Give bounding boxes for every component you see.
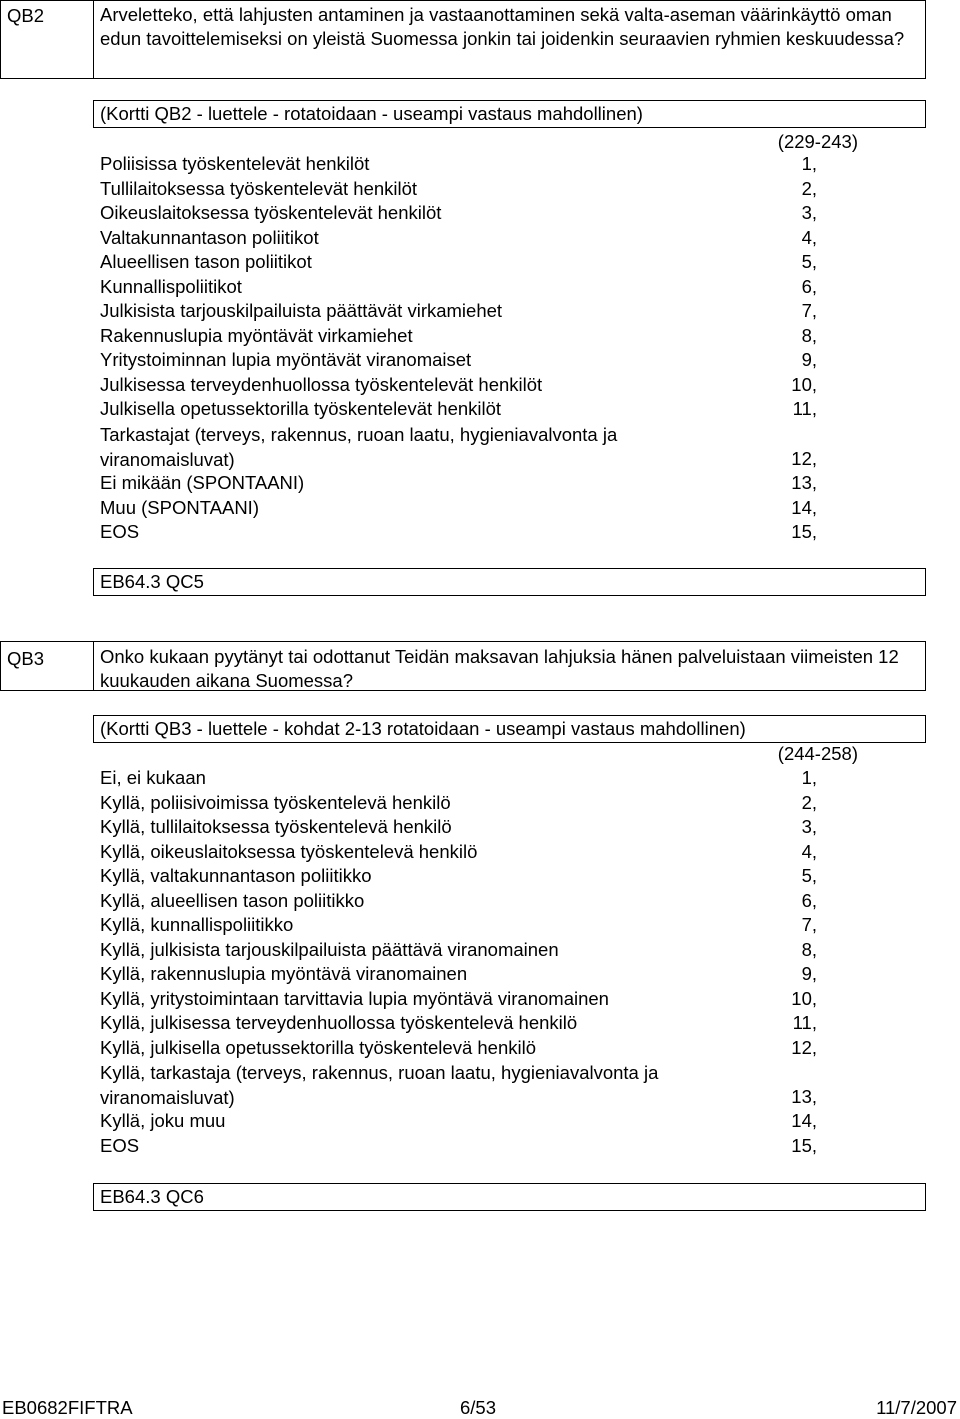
option-code: 2, — [801, 792, 817, 813]
qb2-instruction: (Kortti QB2 - luettele - rotatoidaan - useampi vastaus mahdollinen) — [100, 103, 643, 124]
qb2-code-range: (229-243) — [777, 131, 858, 152]
option-label: Kyllä, joku muu — [100, 1110, 226, 1131]
qb2-question-text: Arveletteko, että lahjusten antaminen ja vastaanottaminen sekä valta-aseman väärinkäyttö oman edun tavoittelemiseksi on yleistä Suomessa jonkin tai joidenkin seuraavien ryhmien keskuudessa? — [100, 4, 905, 49]
option-label: Kyllä, julkisista tarjouskilpailuista päättävä viranomainen — [100, 939, 559, 960]
qb2-reference-box — [93, 568, 926, 596]
option-label: Kyllä, julkisessa terveydenhuollossa työskentelevä henkilö — [100, 1012, 578, 1033]
option-code: 13, — [791, 472, 817, 493]
option-label: Alueellisen tason poliitikot — [100, 251, 312, 272]
qb3-instruction-box — [93, 715, 926, 743]
option-code: 8, — [801, 939, 817, 960]
footer-page-number: 6/53 — [460, 1397, 497, 1418]
option-code: 2, — [801, 178, 817, 199]
option-code: 9, — [801, 963, 817, 984]
option-label: Ei mikään (SPONTAANI) — [100, 472, 305, 493]
qb3-code-range: (244-258) — [777, 743, 858, 764]
option-code: 3, — [801, 202, 817, 223]
option-label: Tullilaitoksessa työskentelevät henkilöt — [100, 178, 418, 199]
option-label: Kyllä, oikeuslaitoksessa työskentelevä henkilö — [100, 841, 478, 862]
option-label: Kyllä, alueellisen tason poliitikko — [100, 890, 365, 911]
option-label: Yritystoiminnan lupia myöntävät viranomaiset — [100, 349, 472, 370]
option-label: Rakennuslupia myöntävät virkamiehet — [100, 325, 413, 346]
option-code: 14, — [791, 497, 817, 518]
option-code: 6, — [801, 276, 817, 297]
option-code: 14, — [791, 1110, 817, 1131]
option-label: Kyllä, valtakunnantason poliitikko — [100, 865, 372, 886]
option-label: Julkisessa terveydenhuollossa työskentelevät henkilöt — [100, 374, 543, 395]
option-label: Kyllä, kunnallispoliitikko — [100, 914, 294, 935]
option-code: 10, — [791, 988, 817, 1009]
option-code: 10, — [791, 374, 817, 395]
option-label: Valtakunnantason poliitikot — [100, 227, 319, 248]
option-label: Ei, ei kukaan — [100, 767, 206, 788]
option-code: 15, — [791, 1135, 817, 1156]
option-label: Oikeuslaitoksessa työskentelevät henkilöt — [100, 202, 442, 223]
option-code: 5, — [801, 251, 817, 272]
footer-date: 11/7/2007 — [876, 1397, 957, 1418]
option-code: 3, — [801, 816, 817, 837]
option-code: 9, — [801, 349, 817, 370]
option-label: Tarkastajat (terveys, rakennus, ruoan laatu, hygieniavalvonta ja viranomaisluvat) — [100, 424, 618, 470]
option-label: EOS — [100, 1135, 140, 1156]
option-label: Kunnallispoliitikot — [100, 276, 242, 297]
qb3-question-text: Onko kukaan pyytänyt tai odottanut Teidän maksavan lahjuksia hänen palveluistaan viimeisten 12 kuukauden aikana Suomessa? — [100, 646, 899, 691]
option-code: 7, — [801, 914, 817, 935]
option-label: Kyllä, tullilaitoksessa työskentelevä henkilö — [100, 816, 452, 837]
option-label: Julkisista tarjouskilpailuista päättävät virkamiehet — [100, 300, 503, 321]
qb2-id-box — [0, 0, 94, 79]
option-label: Kyllä, poliisivoimissa työskentelevä henkilö — [100, 792, 451, 813]
qb2-id: QB2 — [7, 5, 45, 26]
option-code: 5, — [801, 865, 817, 886]
option-code: 12, — [791, 1037, 817, 1058]
qb3-reference: EB64.3 QC6 — [100, 1186, 204, 1207]
qb2-reference: EB64.3 QC5 — [100, 571, 204, 592]
option-code: 1, — [801, 767, 817, 788]
option-code: 7, — [801, 300, 817, 321]
qb2-question-box — [93, 0, 926, 79]
option-code: 11, — [792, 1012, 817, 1033]
qb3-question-box — [93, 641, 926, 691]
option-label: EOS — [100, 521, 140, 542]
option-label: Poliisissa työskentelevät henkilöt — [100, 153, 370, 174]
option-code: 1, — [801, 153, 817, 174]
qb3-id-box — [0, 641, 94, 691]
qb3-instruction: (Kortti QB3 - luettele - kohdat 2-13 rotatoidaan - useampi vastaus mahdollinen) — [100, 718, 746, 739]
option-code: 4, — [801, 227, 817, 248]
option-label: Julkisella opetussektorilla työskentelevät henkilöt — [100, 398, 502, 419]
footer-doc-id: EB0682FIFTRA — [2, 1397, 133, 1418]
option-label: Kyllä, rakennuslupia myöntävä viranomainen — [100, 963, 468, 984]
option-label: Kyllä, julkisella opetussektorilla työskentelevä henkilö — [100, 1037, 537, 1058]
option-code: 8, — [801, 325, 817, 346]
qb2-instruction-box — [93, 100, 926, 128]
option-code: 15, — [791, 521, 817, 542]
option-code: 13, — [791, 1086, 817, 1107]
qb3-reference-box — [93, 1183, 926, 1211]
option-label: Kyllä, tarkastaja (terveys, rakennus, ruoan laatu, hygieniavalvonta ja viranomaisluvat) — [100, 1062, 659, 1108]
option-code: 6, — [801, 890, 817, 911]
option-code: 12, — [791, 448, 817, 469]
option-code: 4, — [801, 841, 817, 862]
qb3-id: QB3 — [7, 648, 45, 669]
option-label: Muu (SPONTAANI) — [100, 497, 259, 518]
option-code: 11, — [792, 398, 817, 419]
option-label: Kyllä, yritystoimintaan tarvittavia lupia myöntävä viranomainen — [100, 988, 609, 1009]
